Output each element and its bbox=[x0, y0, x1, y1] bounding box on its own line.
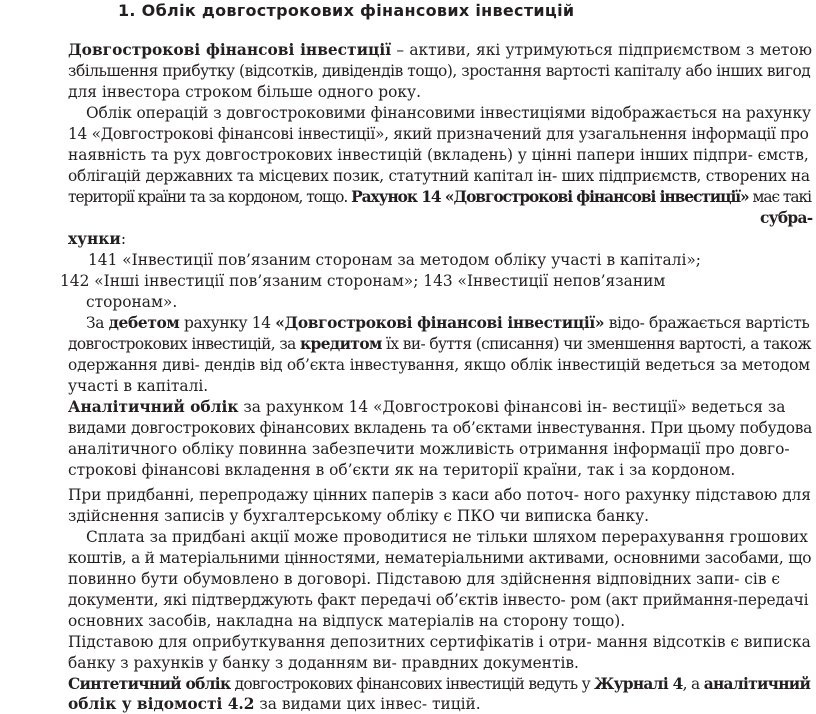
term-bold: Аналітичний облік bbox=[68, 398, 239, 416]
text-line: Аналітичний облік за рахунком 14 «Довгострокові фінансові ін- вестиції» ведеться за bbox=[68, 398, 786, 416]
text-line: сторонам». bbox=[86, 293, 178, 311]
text-line: видами довгострокових фінансових вкладень та об’єктами інвестування. При цьому побудова bbox=[68, 419, 813, 437]
text-line: облік у відомості 4.2 за видами цих інвес- тицій. bbox=[68, 695, 481, 713]
term-bold: «Довгострокові фінансові інвестиції» bbox=[275, 314, 605, 332]
term-bold: облік у відомості 4.2 bbox=[68, 695, 255, 713]
text-line: аналітичного обліку повинна забезпечити можливість отримання інформації про довго- bbox=[68, 440, 790, 458]
text-line: Сплата за придбані акції може проводитися не тільки шляхом перерахування грошових bbox=[86, 528, 808, 546]
term-bold: Журналі 4 bbox=[594, 675, 683, 693]
text-line: повинно бути обумовлено в договорі. Підставою для здійснення відповідних запи- сів є bbox=[68, 570, 781, 588]
text-line: для інвестора строком більше одного року. bbox=[68, 83, 421, 101]
text-line: здійснення записів у бухгалтерському обліку є ПКО чи виписка банку. bbox=[68, 507, 650, 525]
term-bold: дебетом bbox=[108, 314, 180, 332]
term-bold: Синтетичний облік bbox=[68, 675, 231, 693]
text-line: наявність та рух довгострокових інвестицій (вкладень) у цінні папери інших підпри- ємств, bbox=[68, 146, 809, 164]
text-line: хунки: bbox=[68, 230, 127, 248]
term-bold: аналітичний bbox=[703, 675, 811, 693]
text-line: За дебетом рахунку 14 «Довгострокові фінансові інвестиції» відо- бражається вартість bbox=[86, 314, 810, 332]
text-line: Синтетичний облік довгострокових фінансових інвестицій ведуть у Журналі 4, а аналітичний bbox=[68, 675, 811, 693]
term-bold: Рахунок 14 «Довгострокові фінансові інвестиції» bbox=[351, 188, 749, 206]
text-line: 14 «Довгострокові фінансові інвестиції», який призначений для узагальнення інформації про bbox=[68, 125, 809, 143]
text-line: Облік операцій з довгостроковими фінансовими інвестиціями відображається на рахунку bbox=[86, 104, 811, 122]
text-line: Довгострокові фінансові інвестиції – активи, які утримуються підприємством з метою bbox=[68, 41, 812, 59]
text-line: збільшення прибутку (відсотків, дивідендів тощо), зростання вартості капіталу або інших вигод bbox=[68, 62, 811, 80]
section-heading: 1. Облік довгострокових фінансових інвестицій bbox=[118, 1, 575, 20]
text-line: основних засобів, накладна на відпуск матеріалів на сторону тощо). bbox=[68, 612, 626, 630]
term-bold: кредитом bbox=[300, 335, 382, 353]
text-line: Підставою для оприбуткування депозитних сертифікатів і отри- мання відсотків є виписка bbox=[68, 633, 811, 651]
text-line: При придбанні, перепродажу цінних паперів з каси або поточ- ного рахунку підставою для bbox=[68, 486, 811, 504]
term-bold: хунки bbox=[68, 230, 121, 248]
text-line: коштів, а й матеріальними цінностями, нематеріальними активами, основними засобами, що bbox=[68, 549, 812, 567]
text-line: території країни та за кордоном, тощо. Рахунок 14 «Довгострокові фінансові інвестиції» має такі bbox=[68, 188, 811, 206]
text-line: довгострокових інвестицій, за кредитом їх ви- буття (списання) чи зменшення вартості, а також bbox=[68, 335, 811, 353]
text-line: облігацій державних та місцевих позик, статутний капітал ін- ших підприємств, створених на bbox=[68, 167, 810, 185]
term-bold: Довгострокові фінансові інвестиції bbox=[68, 41, 392, 59]
text-line: одержання диві- дендів від об’єкта інвестування, якщо облік інвестицій ведеться за методом bbox=[68, 356, 810, 374]
text-line: участі в капіталі. bbox=[68, 377, 209, 395]
text-line: 142 «Інші інвестиції пов’язаним сторонам»; 143 «Інвестиції непов’язаним bbox=[60, 272, 666, 290]
text-line: строкові фінансові вкладення в об’єкти як на території країни, так і за кордоном. bbox=[68, 461, 736, 479]
text-line: 141 «Інвестиції пов’язаним сторонам за методом обліку участі в капіталі»; bbox=[88, 251, 701, 269]
text-line: банку з рахунків у банку з доданням ви- правдних документів. bbox=[68, 654, 579, 672]
text-line: субра- bbox=[760, 209, 813, 227]
text-line: документи, які підтверджують факт передачі об’єктів інвесто- ром (акт приймання-передачі bbox=[68, 591, 809, 609]
